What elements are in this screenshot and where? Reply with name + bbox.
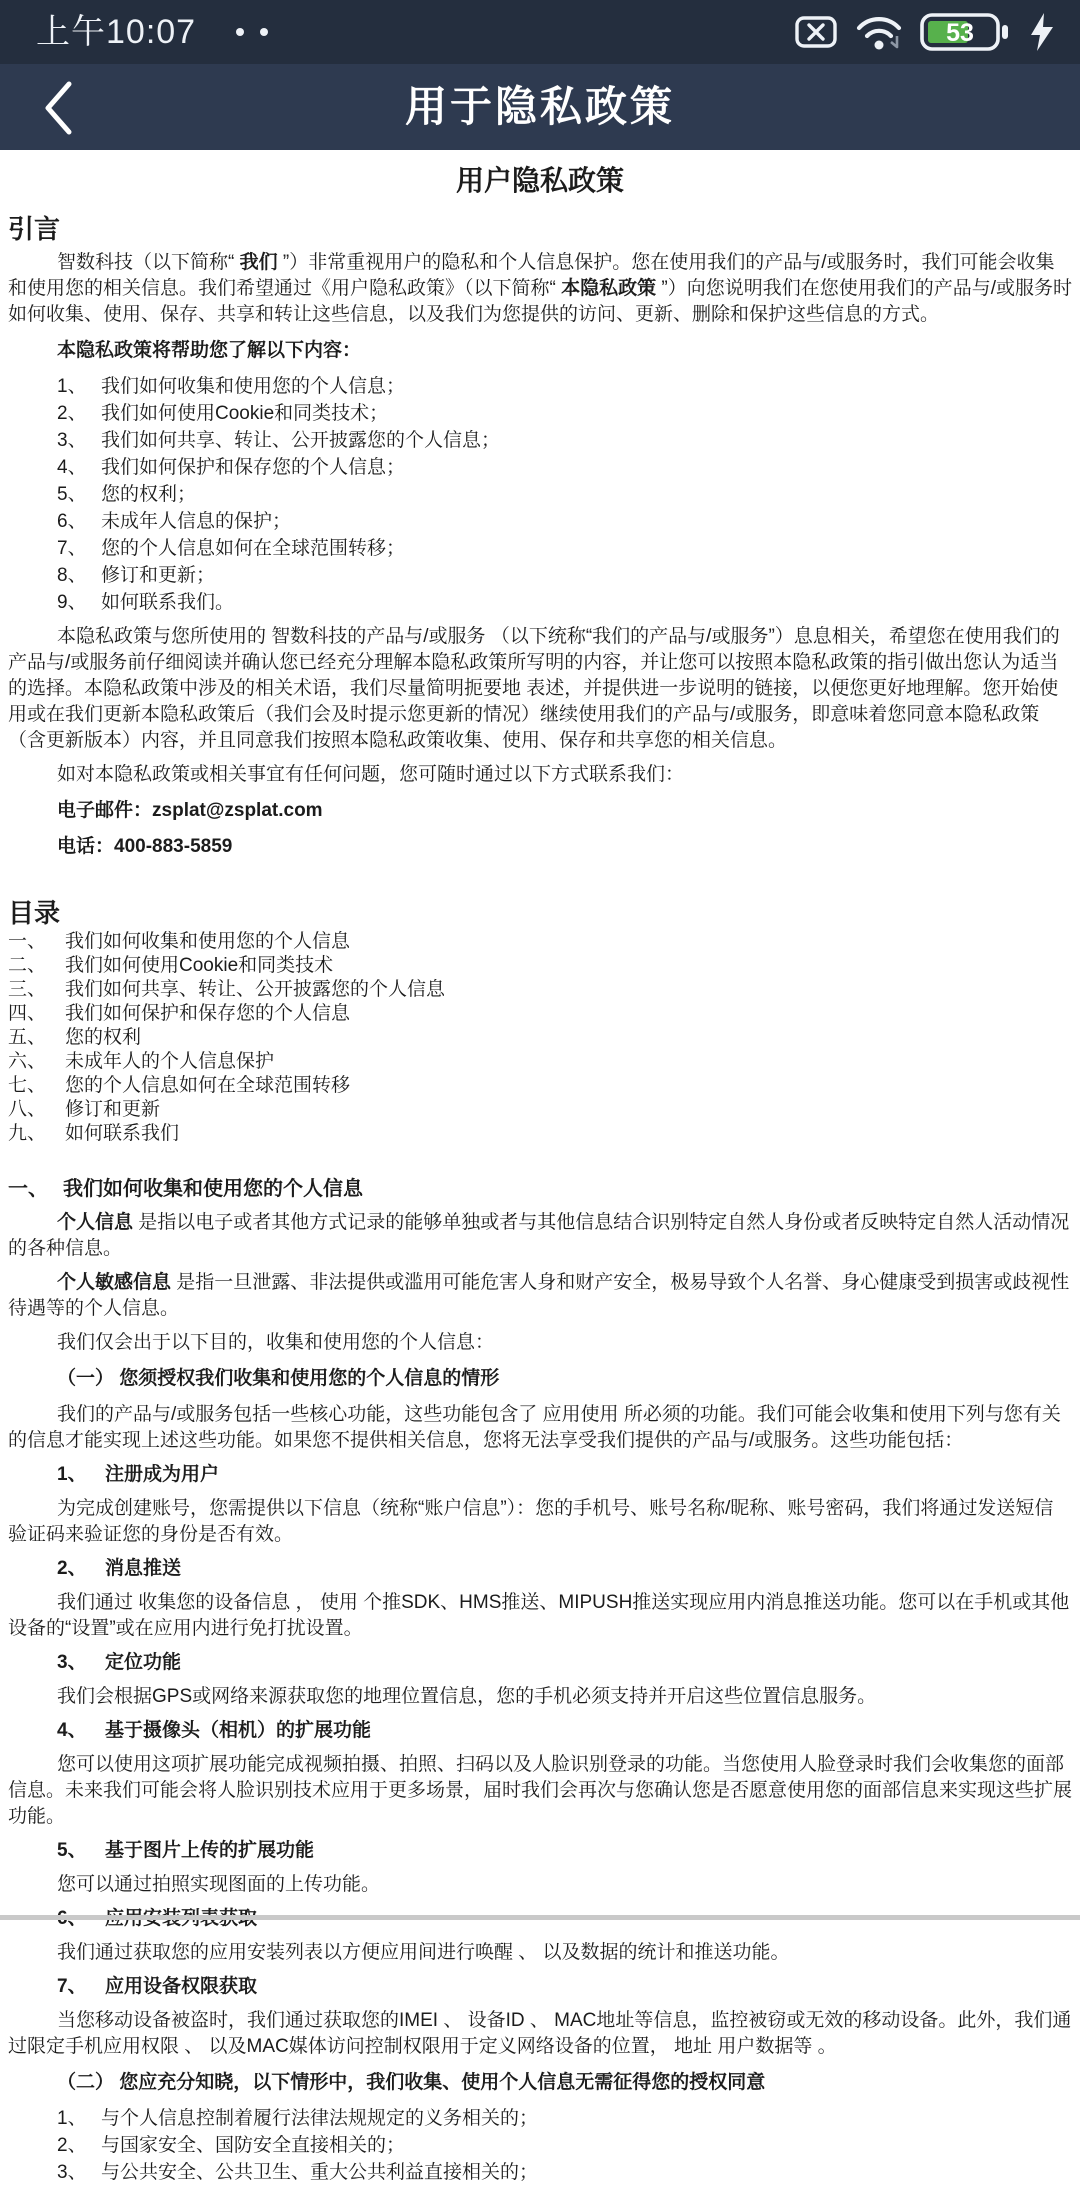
- subsection2-heading: （二） 您应充分知晓，以下情形中，我们收集、使用个人信息无需征得您的授权同意: [57, 2072, 766, 2093]
- back-chevron-icon: [41, 79, 75, 137]
- status-icons: [794, 11, 1056, 53]
- toc-item: [8, 1026, 1072, 1050]
- app-header: [0, 64, 1080, 150]
- feature-heading: [8, 1556, 1072, 1582]
- feature-number: 3、: [57, 1652, 87, 1673]
- toc-number: 六、: [8, 1051, 47, 1072]
- list-text: 我们如何收集和使用您的个人信息；: [101, 376, 406, 397]
- toc-text: 您的个人信息如何在全球范围转移: [65, 1075, 351, 1096]
- toc-text: 我们如何保护和保存您的个人信息: [65, 1003, 351, 1024]
- feature-body: 您可以通过拍照实现图面的上传功能。: [57, 1874, 381, 1895]
- feature-body: 为完成创建账号，您需提供以下信息（统称“账户信息”）：您的手机号、账号名称/昵称、账号密码，我们将通过发送短信验证码来验证您的身份是否有效。: [8, 1498, 1054, 1545]
- list-text: 我们如何保护和保存您的个人信息；: [101, 457, 406, 478]
- feature-title: 基于摄像头（相机）的扩展功能: [105, 1720, 372, 1741]
- toc-number: 九、: [8, 1123, 47, 1144]
- intro-list-item: [8, 401, 1072, 427]
- feature-heading: [8, 1718, 1072, 1744]
- section1-heading: [8, 1176, 1072, 1202]
- intro-list-item: [8, 374, 1072, 400]
- list-text: 您的个人信息如何在全球范围转移；: [101, 538, 406, 559]
- core-functions-intro: 我们的产品与/或服务包括一些核心功能，这些功能包含了 应用使用 所必须的功能。我们可能会收集和使用下列与您有关的信息才能实现上述这些功能。如果您不提供相关信息，您将无法享受我们提供的产品与/或服务。这些功能包括：: [8, 1404, 1061, 1451]
- intro-p1-bold-policy: 本隐私政策: [561, 278, 657, 299]
- list-text: 与国家安全、国防安全直接相关的；: [101, 2135, 406, 2156]
- definition-body: 是指以电子或者其他方式记录的能够单独或者与其他信息结合识别特定自然人身份或者反映特定自然人活动情况的各种信息。: [8, 1212, 1070, 1259]
- list-number: 4、: [57, 457, 87, 478]
- toc-number: 一、: [8, 931, 47, 952]
- list-number: 1、: [57, 376, 87, 397]
- toc-item: [8, 1050, 1072, 1074]
- list-text: 未成年人信息的保护；: [101, 511, 292, 532]
- toc-number: 四、: [8, 1003, 47, 1024]
- definition-personal-info: [8, 1210, 1072, 1262]
- feature-heading: [8, 1974, 1072, 2000]
- toc-item: [8, 1098, 1072, 1122]
- list-number: 8、: [57, 565, 87, 586]
- intro-p1-run: ”）向您说明我们在您使用我们的产品与/或服务时如何收集、使用、保存、共享和转让这些信息，以及我们为您提供的访问、更新、删除和保护这些信息的方式。: [8, 278, 1073, 325]
- toc-item: [8, 1002, 1072, 1026]
- toc-heading: 目录: [8, 898, 61, 928]
- list-number: 2、: [57, 403, 87, 424]
- list-number: 1、: [57, 2108, 87, 2129]
- phone-label: 电话：: [57, 836, 115, 857]
- section1-number: 一、: [8, 1178, 48, 1200]
- subsection1-heading: （一） 您须授权我们收集和使用您的个人信息的情形: [57, 1368, 500, 1389]
- toc-number: 二、: [8, 955, 47, 976]
- toc-item: [8, 930, 1072, 954]
- intro-list-item: [8, 590, 1072, 616]
- list-number: 7、: [57, 538, 87, 559]
- feature-number: 4、: [57, 1720, 87, 1741]
- feature-title: 应用设备权限获取: [105, 1976, 258, 1997]
- feature-body: 我们通过 收集您的设备信息 ， 使用 个推SDK、HMS推送、MIPUSH推送实现应用内消息推送功能。您可以在手机或其他设备的“设置”或在应用内进行免打扰设置。: [8, 1592, 1070, 1639]
- page-title: 用于隐私政策: [404, 83, 675, 130]
- intro-list-item: [8, 509, 1072, 535]
- email-label: 电子邮件：: [57, 800, 153, 821]
- toc-number: 三、: [8, 979, 47, 1000]
- definition-sensitive-info: [8, 1270, 1072, 1322]
- intro-paragraph-1: [8, 250, 1072, 328]
- toc-item: [8, 978, 1072, 1002]
- list-text: 如何联系我们。: [101, 592, 235, 613]
- feature-body: 我们通过获取您的应用安装列表以方便应用间进行唤醒 、 以及数据的统计和推送功能。: [57, 1942, 790, 1963]
- feature-title: 基于图片上传的扩展功能: [105, 1840, 315, 1861]
- feature-number: 2、: [57, 1558, 87, 1579]
- feature-number: 5、: [57, 1840, 87, 1861]
- list-number: 9、: [57, 592, 87, 613]
- email-line: [8, 798, 1072, 824]
- feature-body: 当您移动设备被盗时，我们通过获取您的IMEI 、 设备ID 、 MAC地址等信息，监控被窃或无效的移动设备。此外，我们通过限定手机应用权限 、 以及MAC媒体访问控制权限用于定义网络设备的位置， 地址 用户数据等 。: [8, 2010, 1072, 2057]
- toc-text: 未成年人的个人信息保护: [65, 1051, 275, 1072]
- intro-list-item: [8, 482, 1072, 508]
- battery-icon: [920, 11, 1012, 53]
- battery-percent-text: 53: [946, 19, 974, 47]
- notification-dots: [236, 28, 268, 36]
- toc-number: 七、: [8, 1075, 47, 1096]
- toc-item: [8, 954, 1072, 978]
- list-text: 您的权利；: [101, 484, 197, 505]
- phone-value: 400-883-5859: [114, 836, 233, 857]
- back-button[interactable]: [30, 78, 86, 138]
- toc-text: 如何联系我们: [65, 1123, 180, 1144]
- feature-body: 您可以使用这项扩展功能完成视频拍摄、拍照、扫码以及人脸识别登录的功能。当您使用人脸登录时我们会收集您的面部信息。未来我们可能会将人脸识别技术应用于更多场景，届时我们会再次与您确认您是否愿意使用您的面部信息来实现这些扩展功能。: [8, 1754, 1073, 1827]
- intro-paragraph-2: 本隐私政策与您所使用的 智数科技的产品与/或服务 （以下统称“我们的产品与/或服务”）息息相关，希望您在使用我们的产品与/或服务前仔细阅读并确认您已经充分理解本隐私政策所写明的内容，并让您可以按照本隐私政策的指引做出您认为适当的选择。本隐私政策中涉及的相关术语，我们尽量简明扼要地 表述，并提供进一步说明的链接，以便您更好地理解。您开始使用或在我们更新本隐私政策后（我们会及时提示您更新的情况）继续使用我们的产品与/或服务，即意味着您同意本隐私政策（含更新版本）内容，并且同意我们按照本隐私政策收集、使用、保存和共享您的相关信息。: [8, 626, 1060, 751]
- wifi-icon: [854, 12, 904, 52]
- feature-heading: [8, 1650, 1072, 1676]
- consent-exception-item: [8, 2106, 1072, 2132]
- toc-text: 我们如何使用Cookie和同类技术: [65, 955, 334, 976]
- intro-heading: 引言: [8, 214, 61, 244]
- feature-title: 注册成为用户: [105, 1464, 220, 1485]
- feature-number: 1、: [57, 1464, 87, 1485]
- toc-number: 八、: [8, 1099, 47, 1120]
- status-time: 上午10:07: [36, 13, 197, 51]
- status-bar: [0, 0, 1080, 64]
- definition-term: 个人敏感信息: [57, 1272, 172, 1293]
- intro-list-item: [8, 455, 1072, 481]
- list-number: 5、: [57, 484, 87, 505]
- feature-title: 消息推送: [105, 1558, 182, 1579]
- definition-body: 是指一旦泄露、非法提供或滥用可能危害人身和财产安全，极易导致个人名誉、身心健康受到损害或歧视性待遇等的个人信息。: [8, 1272, 1070, 1319]
- toc-item: [8, 1122, 1072, 1146]
- intro-p1-run: ”）非常重视用户的隐私和个人信息保护。您在使用我们的产品与/或服务时，我们可能会收集和使用您的相关信息。我们希望通过《用户隐私政策》（以下简称“: [8, 252, 1055, 299]
- list-number: 3、: [57, 430, 87, 451]
- intro-p1-run: 智数科技（以下简称“: [57, 252, 240, 273]
- list-number: 6、: [57, 511, 87, 532]
- toc-text: 我们如何共享、转让、公开披露您的个人信息: [65, 979, 446, 1000]
- list-number: 3、: [57, 2162, 87, 2183]
- intro-list-item: [8, 563, 1072, 589]
- bottom-edge-divider: [0, 1915, 1080, 1920]
- consent-exception-item: [8, 2133, 1072, 2159]
- policy-scroll-area[interactable]: [0, 150, 1080, 2183]
- intro-p1-bold-we: 我们: [239, 252, 278, 273]
- email-value: zsplat@zsplat.com: [152, 800, 323, 821]
- feature-heading: [8, 1462, 1072, 1488]
- help-heading: 本隐私政策将帮助您了解以下内容：: [57, 340, 362, 361]
- document-title: 用户隐私政策: [455, 165, 624, 196]
- list-text: 我们如何共享、转让、公开披露您的个人信息；: [101, 430, 501, 451]
- feature-heading: [8, 1838, 1072, 1864]
- phone-line: [8, 834, 1072, 860]
- feature-title: 定位功能: [105, 1652, 182, 1673]
- sim-missing-icon: [794, 14, 838, 50]
- list-text: 与个人信息控制着履行法律法规规定的义务相关的；: [101, 2108, 539, 2129]
- list-text: 修订和更新；: [101, 565, 216, 586]
- list-text: 我们如何使用Cookie和同类技术；: [101, 403, 389, 424]
- charging-bolt-icon: [1028, 12, 1056, 52]
- toc-text: 修订和更新: [65, 1099, 161, 1120]
- consent-exception-item: [8, 2160, 1072, 2186]
- list-number: 2、: [57, 2135, 87, 2156]
- list-text: 与公共安全、公共卫生、重大公共利益直接相关的；: [101, 2162, 539, 2183]
- feature-number: 7、: [57, 1976, 87, 1997]
- toc-item: [8, 1074, 1072, 1098]
- feature-body: 我们会根据GPS或网络来源获取您的地理位置信息，您的手机必须支持并开启这些位置信息服务。: [57, 1686, 877, 1707]
- toc-text: 您的权利: [65, 1027, 142, 1048]
- toc-text: 我们如何收集和使用您的个人信息: [65, 931, 351, 952]
- intro-list-item: [8, 428, 1072, 454]
- intro-list-item: [8, 536, 1072, 562]
- toc-number: 五、: [8, 1027, 47, 1048]
- section1-title: 我们如何收集和使用您的个人信息: [63, 1178, 363, 1200]
- definition-term: 个人信息: [57, 1212, 134, 1233]
- contact-intro: 如对本隐私政策或相关事宜有任何问题，您可随时通过以下方式联系我们：: [57, 764, 685, 785]
- purpose-line: 我们仅会出于以下目的，收集和使用您的个人信息：: [57, 1332, 495, 1353]
